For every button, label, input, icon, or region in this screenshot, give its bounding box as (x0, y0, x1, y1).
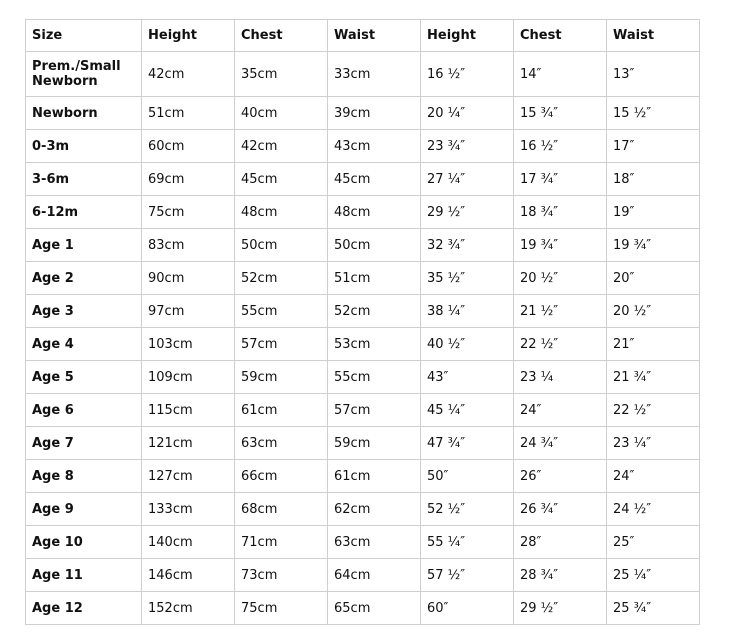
height-cm-cell: 127cm (142, 460, 235, 493)
table-row (26, 328, 700, 361)
height-in-cell: 45 ¼″ (421, 394, 514, 427)
waist-cm-cell: 50cm (328, 229, 421, 262)
height-in-cell: 40 ½″ (421, 328, 514, 361)
height-cm-cell: 51cm (142, 97, 235, 130)
height-cm-cell: 90cm (142, 262, 235, 295)
height-in-cell: 47 ¾″ (421, 427, 514, 460)
height-cm-cell: 60cm (142, 130, 235, 163)
chest-in-cell: 24″ (514, 394, 607, 427)
height-in-cell: 23 ¾″ (421, 130, 514, 163)
waist-cm-cell: 59cm (328, 427, 421, 460)
table-row (26, 427, 700, 460)
waist-in-cell: 19″ (607, 196, 700, 229)
size-cell: Age 8 (26, 460, 142, 493)
size-cell: 3-6m (26, 163, 142, 196)
chest-in-cell: 22 ½″ (514, 328, 607, 361)
chest-cm-cell: 40cm (235, 97, 328, 130)
height-in-cell: 57 ½″ (421, 559, 514, 592)
table-row (26, 52, 700, 97)
table-row (26, 460, 700, 493)
height-cm-cell: 115cm (142, 394, 235, 427)
chest-in-cell: 28″ (514, 526, 607, 559)
waist-in-cell: 25 ¾″ (607, 592, 700, 625)
chest-cm-cell: 45cm (235, 163, 328, 196)
chest-cm-cell: 59cm (235, 361, 328, 394)
chest-cm-cell: 48cm (235, 196, 328, 229)
table-row (26, 559, 700, 592)
chest-cm-cell: 66cm (235, 460, 328, 493)
chest-cm-cell: 42cm (235, 130, 328, 163)
table-row (26, 592, 700, 625)
table-row (26, 526, 700, 559)
waist-in-cell: 15 ½″ (607, 97, 700, 130)
chest-in-cell: 14″ (514, 52, 607, 97)
waist-in-cell: 13″ (607, 52, 700, 97)
size-cell: Age 3 (26, 295, 142, 328)
chest-cm-cell: 73cm (235, 559, 328, 592)
size-cell: 0-3m (26, 130, 142, 163)
waist-cm-cell: 55cm (328, 361, 421, 394)
waist-in-cell: 24 ½″ (607, 493, 700, 526)
chest-cm-cell: 52cm (235, 262, 328, 295)
chest-in-cell: 26″ (514, 460, 607, 493)
height-cm-cell: 83cm (142, 229, 235, 262)
chest-cm-cell: 61cm (235, 394, 328, 427)
waist-in-cell: 23 ¼″ (607, 427, 700, 460)
chest-in-cell: 19 ¾″ (514, 229, 607, 262)
height-in-cell: 16 ½″ (421, 52, 514, 97)
waist-in-cell: 24″ (607, 460, 700, 493)
chest-cm-cell: 55cm (235, 295, 328, 328)
height-cm-cell: 75cm (142, 196, 235, 229)
header-waist-in: Waist (607, 20, 700, 52)
height-in-cell: 35 ½″ (421, 262, 514, 295)
chest-in-cell: 15 ¾″ (514, 97, 607, 130)
chest-cm-cell: 71cm (235, 526, 328, 559)
header-chest-cm: Chest (235, 20, 328, 52)
height-in-cell: 29 ½″ (421, 196, 514, 229)
chest-cm-cell: 50cm (235, 229, 328, 262)
waist-in-cell: 20″ (607, 262, 700, 295)
waist-cm-cell: 33cm (328, 52, 421, 97)
waist-cm-cell: 43cm (328, 130, 421, 163)
height-cm-cell: 103cm (142, 328, 235, 361)
chest-in-cell: 18 ¾″ (514, 196, 607, 229)
waist-in-cell: 21″ (607, 328, 700, 361)
waist-cm-cell: 53cm (328, 328, 421, 361)
chest-in-cell: 28 ¾″ (514, 559, 607, 592)
height-cm-cell: 146cm (142, 559, 235, 592)
waist-in-cell: 20 ½″ (607, 295, 700, 328)
table-row (26, 295, 700, 328)
size-cell: Age 2 (26, 262, 142, 295)
height-in-cell: 43″ (421, 361, 514, 394)
size-cell: Age 11 (26, 559, 142, 592)
table-row (26, 229, 700, 262)
height-cm-cell: 109cm (142, 361, 235, 394)
height-cm-cell: 97cm (142, 295, 235, 328)
chest-cm-cell: 68cm (235, 493, 328, 526)
table-row (26, 196, 700, 229)
size-cell: Prem./Small Newborn (26, 52, 142, 97)
size-rows (26, 52, 700, 625)
height-in-cell: 60″ (421, 592, 514, 625)
chest-in-cell: 26 ¾″ (514, 493, 607, 526)
size-cell: Age 7 (26, 427, 142, 460)
chest-in-cell: 29 ½″ (514, 592, 607, 625)
table-row (26, 97, 700, 130)
height-cm-cell: 133cm (142, 493, 235, 526)
height-in-cell: 55 ¼″ (421, 526, 514, 559)
chest-cm-cell: 57cm (235, 328, 328, 361)
waist-in-cell: 18″ (607, 163, 700, 196)
chest-in-cell: 24 ¾″ (514, 427, 607, 460)
height-in-cell: 38 ¼″ (421, 295, 514, 328)
height-cm-cell: 69cm (142, 163, 235, 196)
waist-in-cell: 22 ½″ (607, 394, 700, 427)
waist-cm-cell: 45cm (328, 163, 421, 196)
waist-cm-cell: 39cm (328, 97, 421, 130)
waist-cm-cell: 65cm (328, 592, 421, 625)
chest-cm-cell: 63cm (235, 427, 328, 460)
waist-in-cell: 17″ (607, 130, 700, 163)
waist-in-cell: 21 ¾″ (607, 361, 700, 394)
chest-cm-cell: 75cm (235, 592, 328, 625)
table-row (26, 130, 700, 163)
header-waist-cm: Waist (328, 20, 421, 52)
chest-cm-cell: 35cm (235, 52, 328, 97)
waist-cm-cell: 57cm (328, 394, 421, 427)
height-cm-cell: 42cm (142, 52, 235, 97)
waist-in-cell: 25″ (607, 526, 700, 559)
table-row (26, 163, 700, 196)
height-in-cell: 27 ¼″ (421, 163, 514, 196)
height-cm-cell: 152cm (142, 592, 235, 625)
height-cm-cell: 140cm (142, 526, 235, 559)
height-in-cell: 50″ (421, 460, 514, 493)
chest-in-cell: 16 ½″ (514, 130, 607, 163)
height-in-cell: 20 ¼″ (421, 97, 514, 130)
size-cell: Age 6 (26, 394, 142, 427)
chest-in-cell: 20 ½″ (514, 262, 607, 295)
chest-in-cell: 21 ½″ (514, 295, 607, 328)
table-row (26, 361, 700, 394)
waist-cm-cell: 64cm (328, 559, 421, 592)
size-cell: Age 9 (26, 493, 142, 526)
size-cell: Age 5 (26, 361, 142, 394)
waist-cm-cell: 48cm (328, 196, 421, 229)
header-chest-in: Chest (514, 20, 607, 52)
table-row (26, 394, 700, 427)
chest-in-cell: 23 ¼ (514, 361, 607, 394)
size-cell: Age 4 (26, 328, 142, 361)
waist-in-cell: 19 ¾″ (607, 229, 700, 262)
waist-cm-cell: 51cm (328, 262, 421, 295)
header-height-in: Height (421, 20, 514, 52)
table-row (26, 493, 700, 526)
height-in-cell: 52 ½″ (421, 493, 514, 526)
header-size: Size (26, 20, 142, 52)
size-cell: Age 10 (26, 526, 142, 559)
height-cm-cell: 121cm (142, 427, 235, 460)
header-row (26, 20, 700, 52)
waist-cm-cell: 61cm (328, 460, 421, 493)
waist-cm-cell: 52cm (328, 295, 421, 328)
waist-in-cell: 25 ¼″ (607, 559, 700, 592)
chest-in-cell: 17 ¾″ (514, 163, 607, 196)
header-height-cm: Height (142, 20, 235, 52)
size-cell: Newborn (26, 97, 142, 130)
size-cell: 6-12m (26, 196, 142, 229)
waist-cm-cell: 63cm (328, 526, 421, 559)
size-chart-table (25, 19, 700, 625)
table-row (26, 262, 700, 295)
waist-cm-cell: 62cm (328, 493, 421, 526)
height-in-cell: 32 ¾″ (421, 229, 514, 262)
size-cell: Age 1 (26, 229, 142, 262)
size-cell: Age 12 (26, 592, 142, 625)
